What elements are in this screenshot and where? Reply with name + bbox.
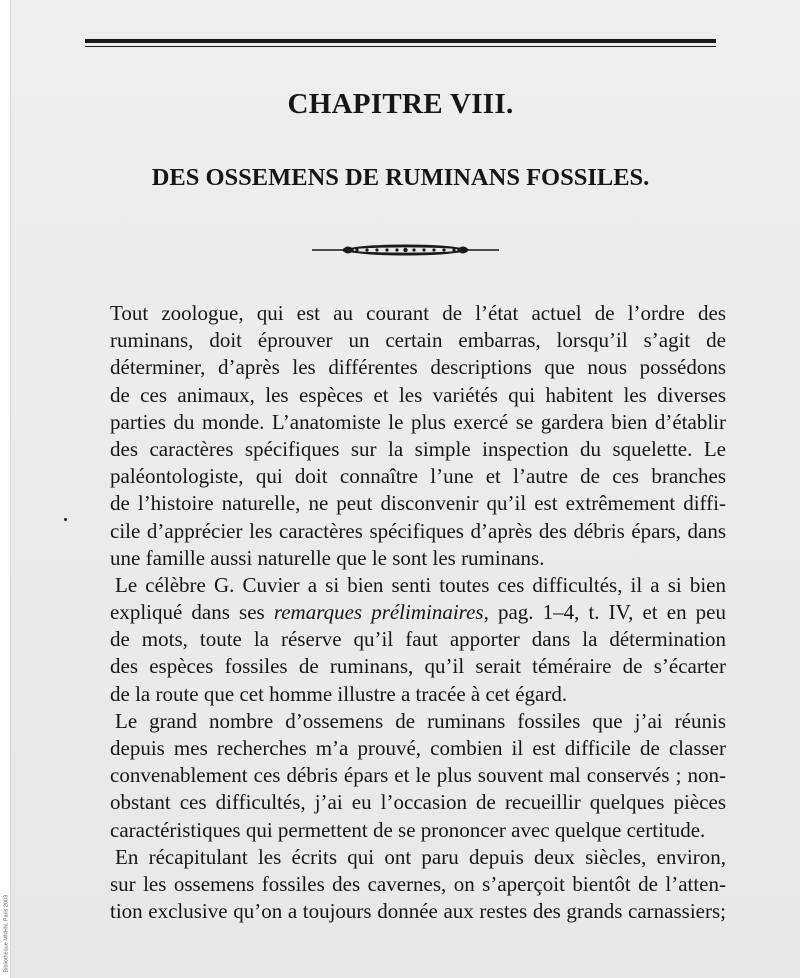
text-line: de ces animaux, les espèces et les variétés qui habitent les diverses [110,382,726,407]
text-line: de la route que cet homme illustre a tracée à cet égard. [110,681,568,706]
text-segment: expliqué dans ses [110,600,274,625]
text-line: depuis mes recherches m’a prouvé, combien il est difficile de classer [110,736,726,760]
text-line: sur les ossemens fossiles des cavernes, on s’aperçoit bientôt de l’atten- [110,871,726,896]
decorative-fleuron-icon [312,240,499,260]
text-line: obstant ces difficultés, j’ai eu l’occasion de recueillir quelques pièces [110,790,726,815]
text-line: caractéristiques qui permettent de se prononcer avec quelque certitude. [110,817,706,842]
text-line: ruminans, doit éprouver un certain embarras, lorsqu’il s’agit de [110,328,726,353]
library-stamp [1,860,9,975]
text-line: de l’histoire naturelle, ne peut disconvenir qu’il est extrêmement diffi- [110,491,726,516]
text-line: Le célèbre G. Cuvier a si bien senti toutes ces difficultés, il a si bien [115,572,726,597]
text-line: cile d’apprécier les caractères spécifiques d’après des débris épars, dans [110,518,726,543]
text-line: de mots, toute la réserve qu’il faut apporter dans la détermination [110,627,726,652]
scan-margin [0,0,11,978]
text-line: Tout zoologue, qui est au courant de l’état actuel de l’ordre des [110,301,726,325]
text-line: déterminer, d’après les différentes descriptions que nous possédons [110,355,726,380]
text-line: Le grand nombre d’ossemens de ruminans fossiles que j’ai réunis [115,708,726,733]
ink-speck [64,518,67,521]
chapter-subtitle: DES OSSEMENS DE RUMINANS FOSSILES. [151,164,650,191]
body-text [110,300,726,925]
header-rule-thick [85,39,716,43]
text-line: tion exclusive qu’on a toujours donnée aux restes des grands carnassiers; [110,899,726,924]
text-line: En récapitulant les écrits qui ont paru depuis deux siècles, environ, [115,844,726,869]
chapter-heading: CHAPITRE VIII. [287,88,514,120]
text-line-with-italic [110,599,726,626]
text-line: parties du monde. L’anatomiste le plus exercé se gardera bien d’établir [110,409,726,434]
text-segment: , pag. 1–4, t. IV, et en peu [483,600,726,625]
text-line: des espèces fossiles de ruminans, qu’il serait téméraire de s’écarter [110,654,726,679]
text-line: une famille aussi naturelle que le sont les ruminans. [110,545,545,570]
text-line: paléontologiste, qui doit connaître l’une et l’autre de ces branches [110,464,726,489]
text-line: des caractères spécifiques sur la simple inspection du squelette. Le [110,436,726,461]
italic-title: remarques préliminaires [273,600,484,625]
library-stamp-text: Bibliothèque MNHN, Paris 2003 [3,894,10,973]
header-rule-thin [85,46,716,47]
text-line: convenablement ces débris épars et le plus souvent mal conservés ; non- [110,763,726,788]
